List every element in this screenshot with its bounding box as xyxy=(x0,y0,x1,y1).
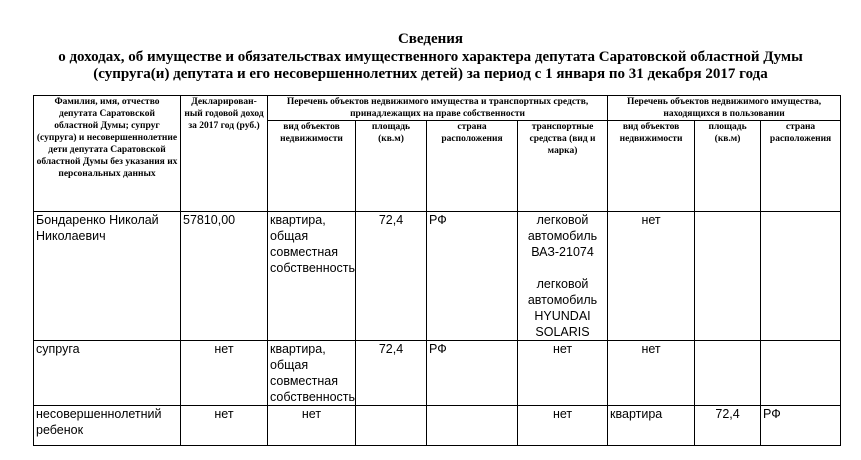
cell-owned-type: квартира, общая совместная собственность xyxy=(268,341,356,406)
cell-vehicles xyxy=(518,212,608,341)
cell-vehicles: нет xyxy=(518,406,608,446)
doc-period: (супруга(и) депутата и его несовершеннолетних детей) за период с 1 января по 31 декабря 2017 года xyxy=(93,66,768,82)
col-header-used-type: вид объектов недвижимости xyxy=(608,121,695,212)
cell-name: супруга xyxy=(34,341,181,406)
col-header-name: Фамилия, имя, отчество депутата Саратовской областной Думы; супруг (супруга) и несовершеннолетние дети депутата Саратовской областной Думы без указания их персональных данных xyxy=(34,96,181,212)
col-header-used-area: площадь (кв.м) xyxy=(695,121,761,212)
table-row xyxy=(34,212,841,341)
cell-name: несовершеннолетний ребенок xyxy=(34,406,181,446)
cell-owned-area: 72,4 xyxy=(356,341,427,406)
cell-income: нет xyxy=(181,406,268,446)
cell-vehicles: нет xyxy=(518,341,608,406)
cell-owned-country: РФ xyxy=(427,341,518,406)
vehicle-item: легковой автомобиль HYUNDAI SOLARIS xyxy=(527,277,598,339)
cell-used-country xyxy=(761,212,841,341)
col-header-owned-area: площадь (кв.м) xyxy=(356,121,427,212)
cell-owned-type: квартира, общая совместная собственность xyxy=(268,212,356,341)
cell-owned-area xyxy=(356,406,427,446)
doc-title: Сведения xyxy=(397,31,464,47)
cell-owned-country: РФ xyxy=(427,212,518,341)
col-header-owned-type: вид объектов недвижимости xyxy=(268,121,356,212)
col-header-owned-group: Перечень объектов недвижимого имущества и транспортных средств, принадлежащих на праве собственности xyxy=(268,96,608,121)
table-row xyxy=(34,406,841,446)
table-row xyxy=(34,341,841,406)
col-header-income: Декларирован-ный годовой доход за 2017 год (руб.) xyxy=(181,96,268,212)
cell-income: нет xyxy=(181,341,268,406)
col-header-used-country: страна расположения xyxy=(761,121,841,212)
cell-used-country xyxy=(761,341,841,406)
cell-used-area xyxy=(695,341,761,406)
vehicle-item: легковой автомобиль ВАЗ-21074 xyxy=(527,213,598,259)
cell-income: 57810,00 xyxy=(181,212,268,341)
col-header-vehicles: транспортные средства (вид и марка) xyxy=(518,121,608,212)
cell-used-area xyxy=(695,212,761,341)
cell-used-type: квартира xyxy=(608,406,695,446)
declaration-table xyxy=(33,95,841,446)
col-header-owned-country: страна расположения xyxy=(427,121,518,212)
cell-name: Бондаренко Николай Николаевич xyxy=(34,212,181,341)
cell-used-type: нет xyxy=(608,212,695,341)
cell-owned-type: нет xyxy=(268,406,356,446)
cell-owned-area: 72,4 xyxy=(356,212,427,341)
cell-used-area: 72,4 xyxy=(695,406,761,446)
cell-used-type: нет xyxy=(608,341,695,406)
cell-used-country: РФ xyxy=(761,406,841,446)
doc-subtitle: о доходах, об имуществе и обязательствах имущественного характера депутата Саратовской областной Думы xyxy=(58,49,803,65)
cell-owned-country xyxy=(427,406,518,446)
col-header-used-group: Перечень объектов недвижимого имущества, находящихся в пользовании xyxy=(608,96,841,121)
